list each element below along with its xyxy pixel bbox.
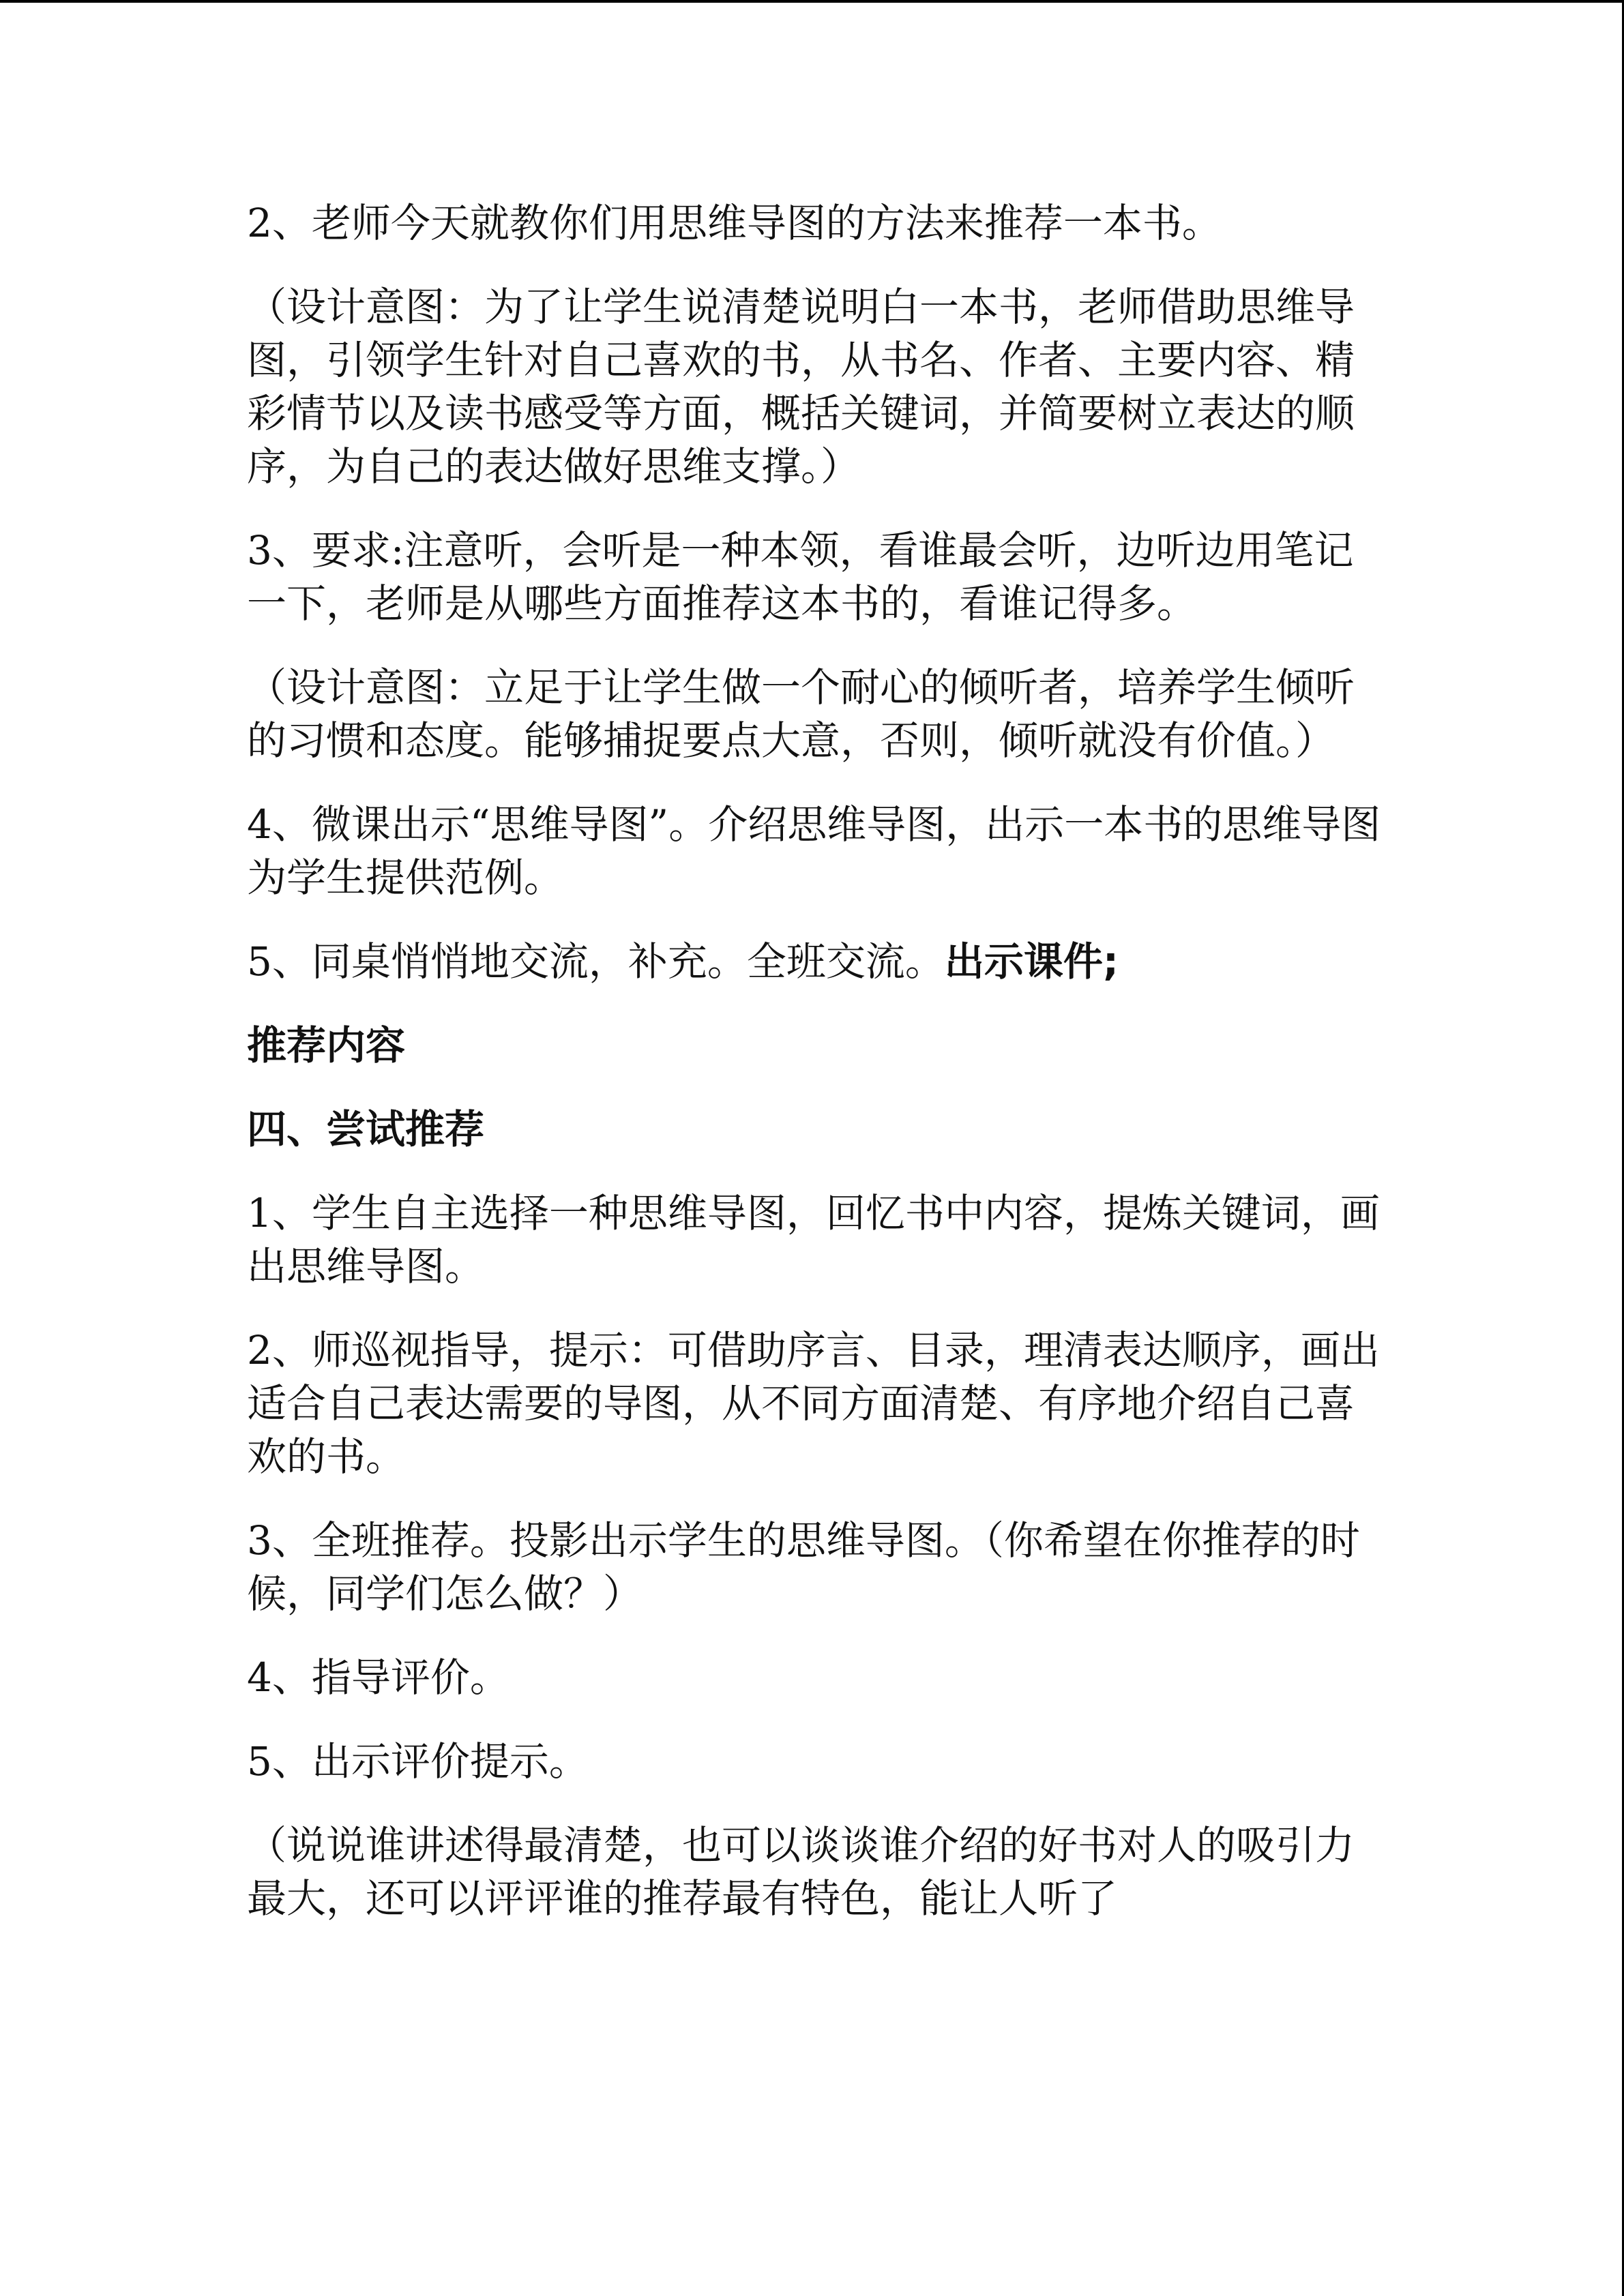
heading-recommend-content: 推荐内容 (247, 1022, 406, 1069)
paragraph-try-step-3: 3、全班推荐。投影出示学生的思维导图。（你希望在你推荐的时候，同学们怎么做？） (247, 1517, 1360, 1617)
page-top-border (0, 0, 1624, 3)
paragraph-step-5-bold: 出示课件; (944, 938, 1119, 985)
paragraph-try-step-2: 2、师巡视指导，提示：可借助序言、目录，理清表达顺序，画出适合自己表达需要的导图，从不同方面清楚、有序地介绍自己喜欢的书。 (247, 1327, 1380, 1480)
design-intent-note-2: （设计意图：立足于让学生做一个耐心的倾听者，培养学生倾听的习惯和态度。能够捕捉要点大意，否则，倾听就没有价值。） (247, 664, 1355, 764)
paragraph-try-step-5: 5、出示评价提示。 (247, 1738, 589, 1785)
paragraph-try-step-4: 4、指导评价。 (247, 1654, 510, 1701)
paragraph-step-2: 2、老师今天就教你们用思维导图的方法来推荐一本书。 (247, 200, 1222, 246)
design-intent-note-1: （设计意图：为了让学生说清楚说明白一本书，老师借助思维导图，引领学生针对自己喜欢的书，从书名、作者、主要内容、精彩情节以及读书感受等方面，概括关键词，并简要树立表达的顺序，为自己的表达做好思维支撑。） (247, 284, 1355, 490)
section-heading-try-recommend: 四、尝试推荐 (247, 1106, 485, 1152)
paragraph-step-5-text: 5、同桌悄悄地交流，补充。全班交流。 (247, 938, 945, 985)
paragraph-step-3: 3、要求:注意听，会听是一种本领，看谁最会听，边听边用笔记一下，老师是从哪些方面推荐这本书的，看谁记得多。 (247, 527, 1354, 627)
paragraph-step-5 (247, 935, 1393, 988)
paragraph-step-4: 4、微课出示“思维导图”。介绍思维导图，出示一本书的思维导图为学生提供范例。 (247, 801, 1381, 901)
document-body (247, 196, 1393, 1956)
paragraph-try-step-1: 1、学生自主选择一种思维导图，回忆书中内容，提炼关键词，画出思维导图。 (247, 1190, 1380, 1289)
evaluation-hint-note: （说说谁讲述得最清楚，也可以谈谈谁介绍的好书对人的吸引力最大，还可以评评谁的推荐最有特色，能让人听了 (247, 1822, 1355, 1922)
